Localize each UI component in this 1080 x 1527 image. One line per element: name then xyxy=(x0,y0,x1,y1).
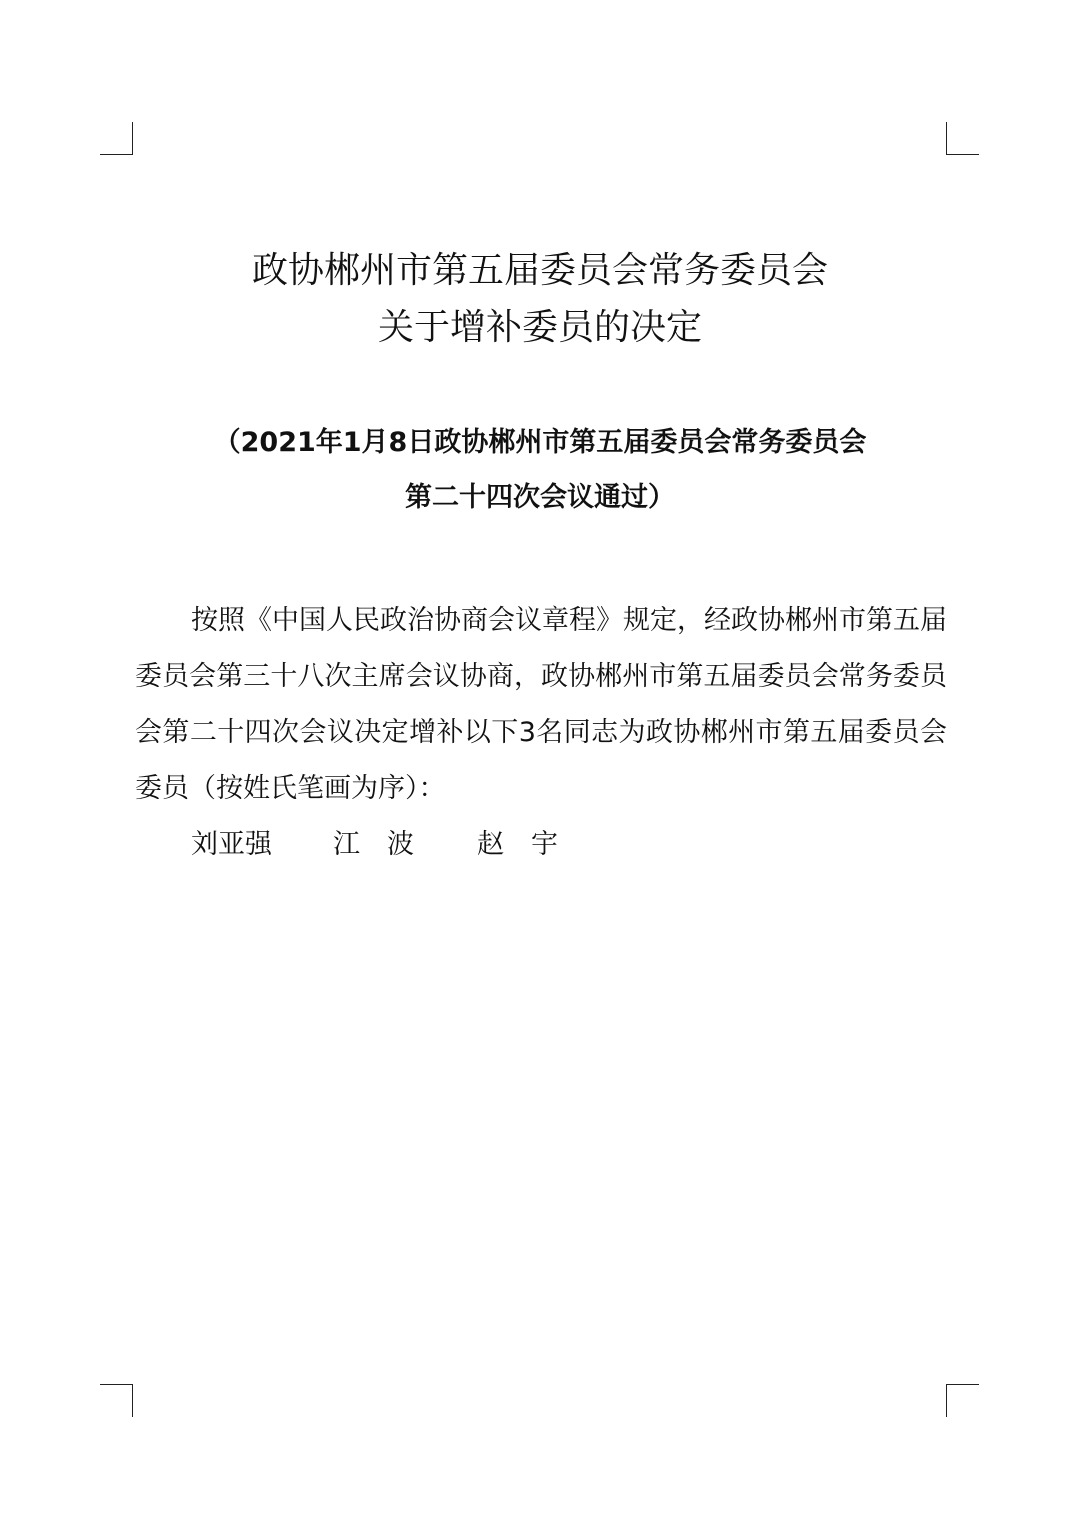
crop-mark-top-right xyxy=(946,122,979,155)
member-name: 江波 xyxy=(333,829,441,860)
member-name-list xyxy=(135,817,947,873)
document-subtitle-line1: （2021年1月8日政协郴州市第五届委员会常务委员会 xyxy=(213,427,867,458)
member-name: 赵宇 xyxy=(477,829,585,860)
document-title-line2: 关于增补委员的决定 xyxy=(377,307,702,348)
member-name: 刘亚强 xyxy=(191,829,272,860)
crop-mark-bottom-right xyxy=(946,1384,979,1417)
body-paragraph: 按照《中国人民政治协商会议章程》规定，经政协郴州市第五届委员会第三十八次主席会议协商，政协郴州市第五届委员会常务委员会第二十四次会议决定增补以下3名同志为政协郴州市第五届委员会委员（按姓氏笔画为序）： xyxy=(135,605,947,804)
document-title-line1: 政协郴州市第五届委员会常务委员会 xyxy=(251,250,828,291)
document-body xyxy=(135,593,947,873)
document-subtitle-line2: 第二十四次会议通过） xyxy=(405,482,675,513)
crop-mark-top-left xyxy=(100,122,133,155)
crop-mark-bottom-left xyxy=(100,1384,133,1417)
